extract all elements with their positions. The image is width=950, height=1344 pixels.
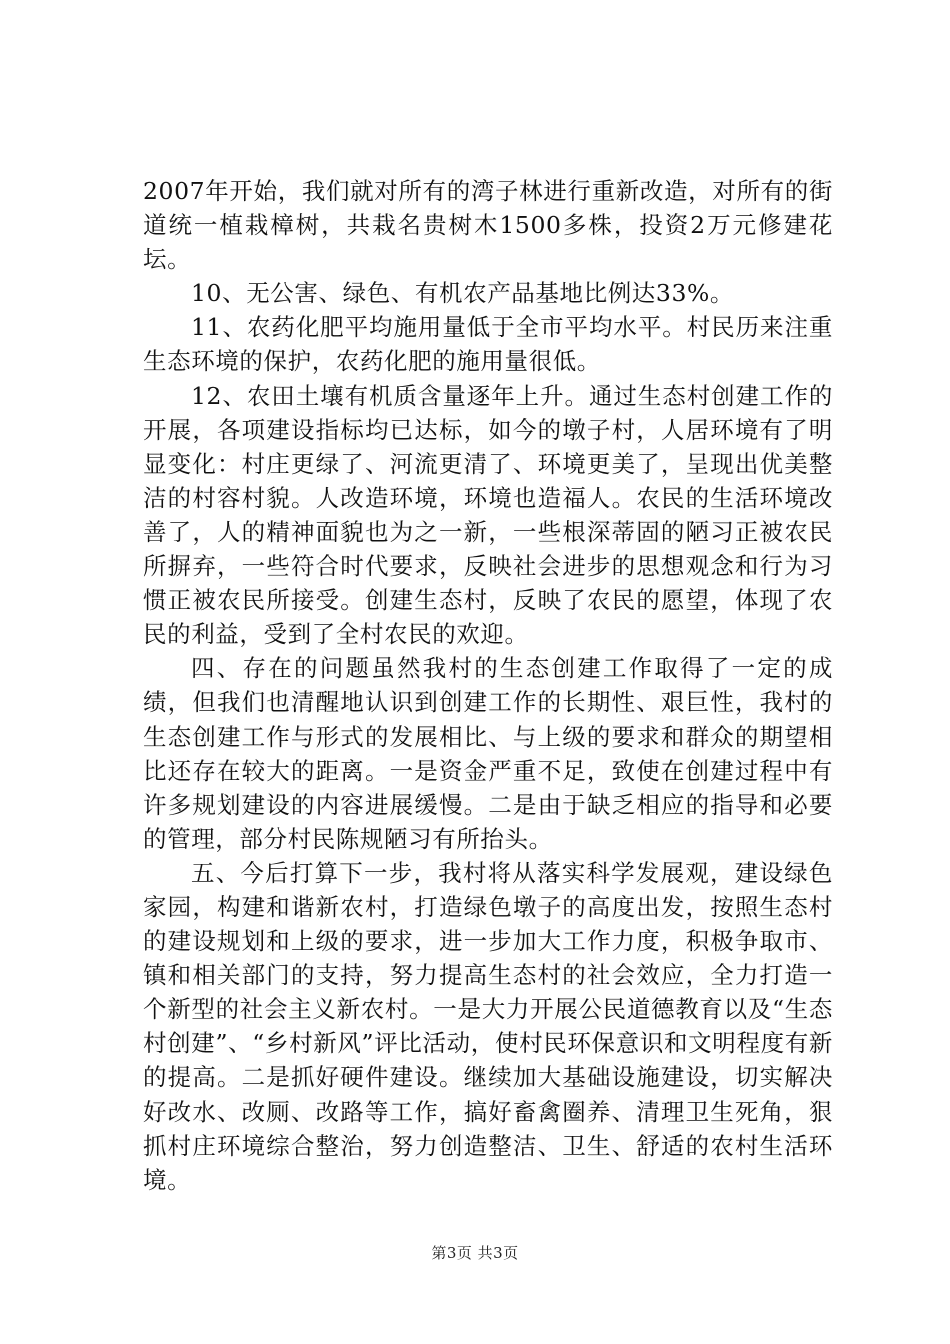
page-footer: 第3页 共3页 (431, 1244, 519, 1262)
paragraph-item-11: 11、农药化肥平均施用量低于全市平均水平。村民历来注重生态环境的保护，农药化肥的施用量很低。 (143, 313, 833, 376)
paragraph-continuation: 2007年开始，我们就对所有的湾子林进行重新改造，对所有的街道统一植栽樟树，共栽名贵树木1500多株，投资2万元修建花坛。 (143, 177, 833, 274)
paragraph-item-10: 10、无公害、绿色、有机农产品基地比例达33%。 (191, 279, 735, 308)
paragraph-item-12: 12、农田土壤有机质含量逐年上升。通过生态村创建工作的开展，各项建设指标均已达标，如今的墩子村，人居环境有了明显变化：村庄更绿了、河流更清了、环境更美了，呈现出优美整洁的村容村貌。人改造环境，环境也造福人。农民的生活环境改善了，人的精神面貌也为之一新，一些根深蒂固的陋习正被农民所摒弃，一些符合时代要求，反映社会进步的思想观念和行为习惯正被农民所接受。创建生态村，反映了农民的愿望，体现了农民的利益，受到了全村农民的欢迎。 (143, 381, 833, 649)
paragraph-section-4-problems: 四、存在的问题虽然我村的生态创建工作取得了一定的成绩，但我们也清醒地认识到创建工作的长期性、艰巨性，我村的生态创建工作与形式的发展相比、与上级的要求和群众的期望相比还存在较大的距离。一是资金严重不足，致使在创建过程中有许多规划建设的内容进展缓慢。二是由于缺乏相应的指导和必要的管理，部分村民陈规陋习有所抬头。 (143, 654, 833, 853)
paragraph-section-5-plans: 五、今后打算下一步，我村将从落实科学发展观，建设绿色家园，构建和谐新农村，打造绿色墩子的高度出发，按照生态村的建设规划和上级的要求，进一步加大工作力度，积极争取市、镇和相关部门的支持，努力提高生态村的社会效应，全力打造一个新型的社会主义新农村。一是大力开展公民道德教育以及“生态村创建”、“乡村新风”评比活动，使村民环保意识和文明程度有新的提高。二是抓好硬件建设。继续加大基础设施建设，切实解决好改水、改厕、改路等工作，搞好畜禽圈养、清理卫生死角，狠抓村庄环境综合整治，努力创造整洁、卫生、舒适的农村生活环境。 (143, 858, 833, 1194)
document-body (143, 174, 833, 1197)
